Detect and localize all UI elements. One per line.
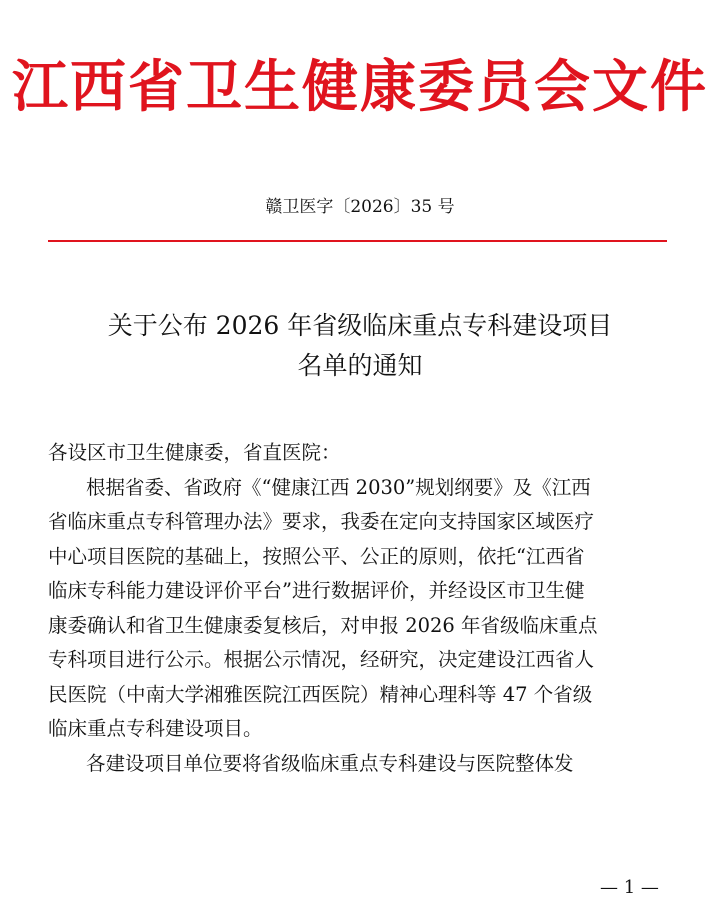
document-number: 赣卫医字〔2026〕35 号 <box>265 197 455 217</box>
notice-title <box>0 306 720 386</box>
page-number: — 1 — <box>600 877 659 898</box>
body-line: 根据省委、省政府《“健康江西 2030”规划纲要》及《江西 <box>86 475 591 499</box>
body-line: 中心项目医院的基础上，按照公平、公正的原则，依托“江西省 <box>48 544 585 568</box>
document-header-title: 江西省卫生健康委员会文件 <box>12 54 708 120</box>
body-line: 民医院（中南大学湘雅医院江西医院）精神心理科等 47 个省级 <box>48 682 593 706</box>
red-divider-rule <box>48 240 667 242</box>
body-line: 临床重点专科建设项目。 <box>48 717 263 740</box>
salutation: 各设区市卫生健康委，省直医院： <box>48 441 341 464</box>
notice-title-line-2: 名单的通知 <box>297 351 423 380</box>
body-line: 临床专科能力建设评价平台”进行数据评价，并经设区市卫生健 <box>48 579 585 602</box>
body-line: 各建设项目单位要将省级临床重点专科建设与医院整体发 <box>86 751 574 775</box>
body-line: 专科项目进行公示。根据公示情况，经研究，决定建设江西省人 <box>48 648 595 671</box>
body-line: 康委确认和省卫生健康委复核后，对申报 2026 年省级临床重点 <box>48 613 598 637</box>
document-body <box>48 436 678 781</box>
notice-title-line-1: 关于公布 2026 年省级临床重点专科建设项目 <box>107 311 613 340</box>
body-line: 省临床重点专科管理办法》要求，我委在定向支持国家区域医疗 <box>48 510 595 533</box>
